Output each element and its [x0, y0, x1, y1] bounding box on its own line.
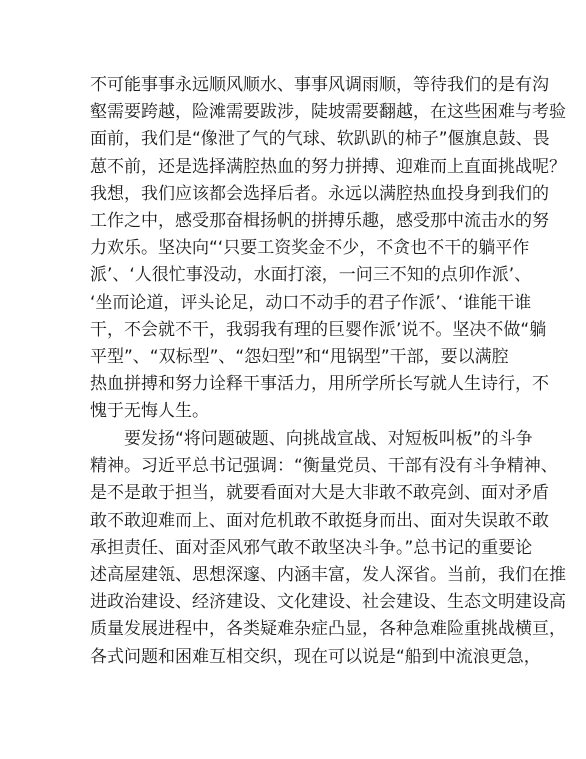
paragraph-line: ‘坐而论道，评头论足，动口不动手的君子作派’、‘谁能干谁 [90, 292, 532, 313]
paragraph-line: 热血拼搏和努力诠释干事活力，用所学所长写就人生诗行，不 [90, 374, 549, 395]
paragraph-line: 述高屋建瓴、思想深邃、内涵丰富，发人深省。当前，我们在推 [90, 564, 566, 585]
paragraph-line: 干，不会就不干，我弱我有理的巨婴作派’说不。坚决不做“躺 [90, 319, 547, 340]
paragraph-line: 质量发展进程中，各类疑难杂症凸显，各种急难险重挑战横亘， [90, 619, 566, 640]
paragraph-line: 力欢乐。坚决向“‘只要工资奖金不少，不贪也不干的躺平作 [90, 238, 530, 259]
paragraph-line: 派’、‘人很忙事没动，水面打滚，一问三不知的点卯作派’、 [90, 265, 532, 286]
paragraph-2 [90, 426, 566, 671]
paragraph-line: 要发扬“将问题破题、向挑战宣战、对短板叫板”的斗争 [90, 429, 533, 449]
paragraph-line: 工作之中，感受那奋楫扬帆的拼搏乐趣，感受那中流击水的努 [90, 210, 549, 231]
paragraph-line: 精神。习近平总书记强调：“衡量党员、干部有没有斗争精神、 [90, 456, 558, 477]
paragraph-line: 愧于无悔人生。 [90, 401, 209, 422]
paragraph-line: 承担责任、面对歪风邪气敢不敢坚决斗争。”总书记的重要论 [90, 537, 533, 558]
paragraph-1 [90, 72, 566, 425]
paragraph-line: 面前，我们是“像泄了气的气球、软趴趴的柿子”偃旗息鼓、畏 [90, 129, 550, 150]
paragraph-line: 壑需要跨越，险滩需要跋涉，陡坡需要翻越，在这些困难与考验 [90, 102, 566, 123]
paragraph-line: 不可能事事永远顺风顺水、事事风调雨顺，等待我们的是有沟 [90, 75, 549, 95]
paragraph-line: 是不是敢于担当，就要看面对大是大非敢不敢亮剑、面对矛盾 [90, 483, 549, 504]
paragraph-line: 各式问题和困难互相交织，现在可以说是“船到中流浪更急， [90, 646, 541, 667]
paragraph-line: 葸不前，还是选择满腔热血的努力拼搏、迎难而上直面挑战呢？ [90, 156, 566, 177]
paragraph-line: 敢不敢迎难而上、面对危机敢不敢挺身而出、面对失误敢不敢 [90, 510, 549, 531]
paragraph-line: 平型”、“双标型”、“怨妇型”和“甩锅型”干部，要以满腔 [90, 346, 509, 367]
paragraph-line: 进政治建设、经济建设、文化建设、社会建设、生态文明建设高 [90, 592, 566, 613]
paragraph-line: 我想，我们应该都会选择后者。永远以满腔热血投身到我们的 [90, 183, 549, 204]
